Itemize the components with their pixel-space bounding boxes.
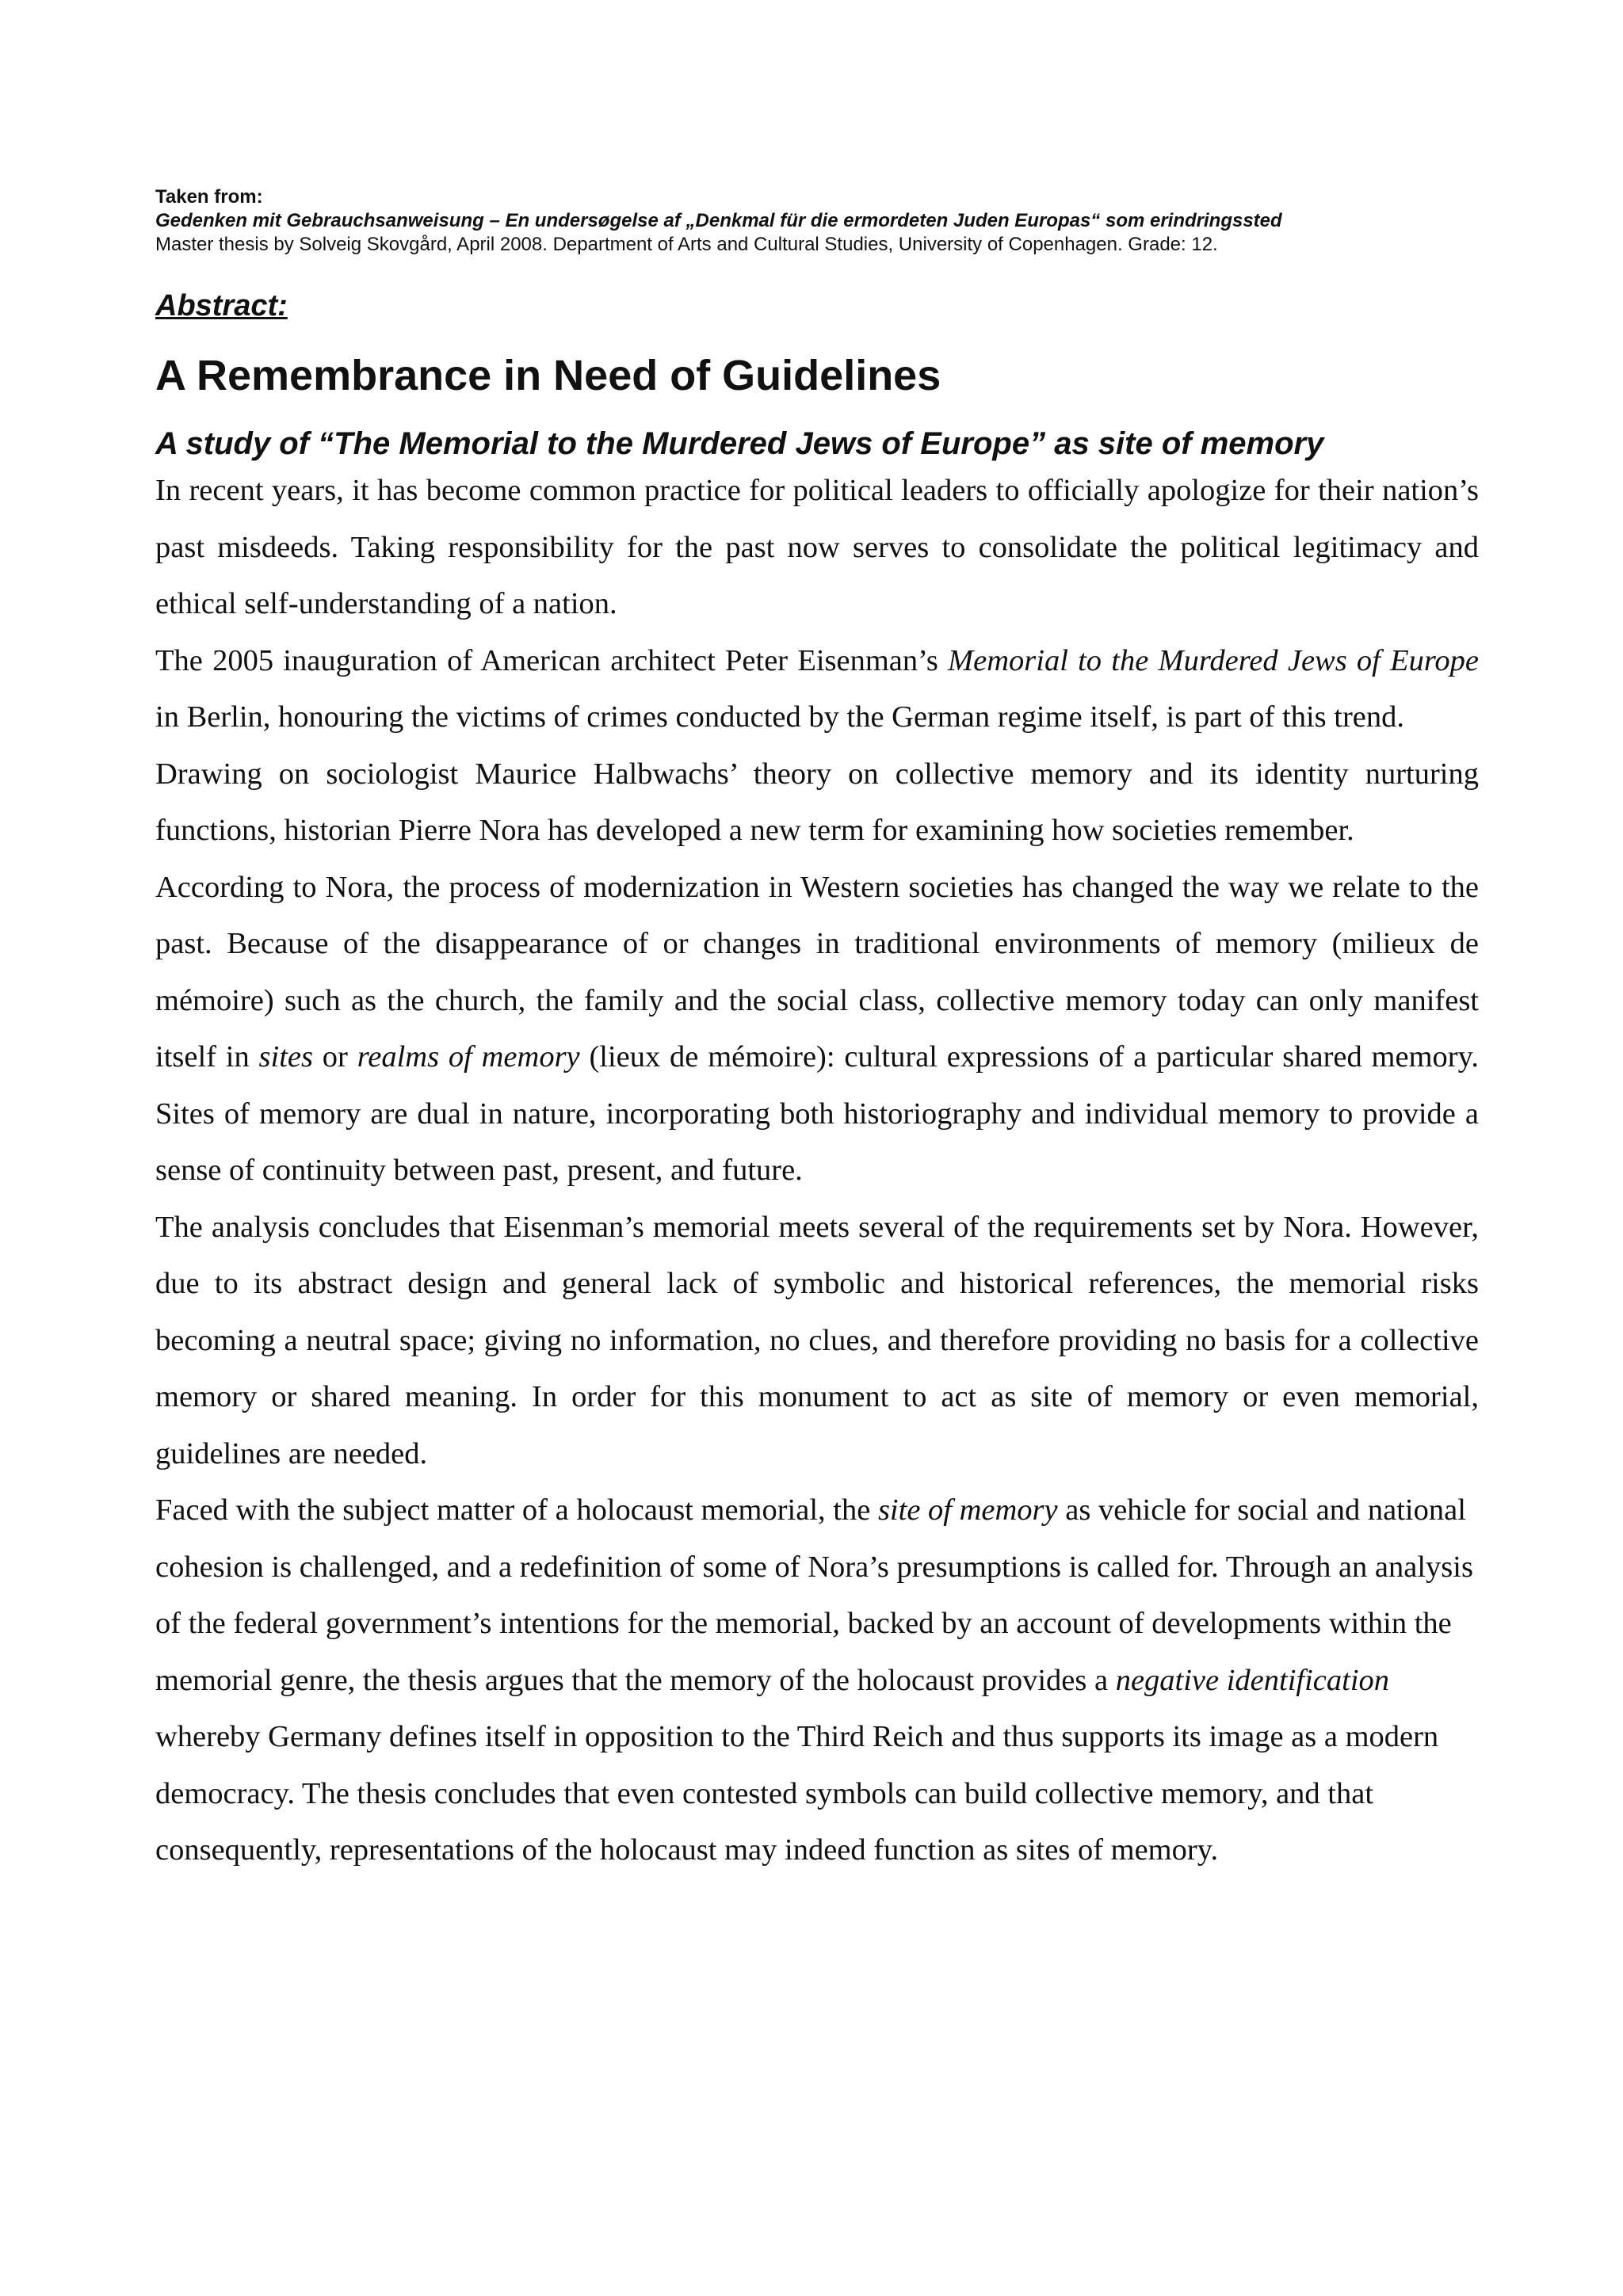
text-run: The 2005 inauguration of American architect Peter Eisenman’s: [155, 643, 949, 677]
italic-phrase: realms of memory: [357, 1040, 580, 1074]
body-paragraph: [155, 860, 1479, 1199]
source-info: Master thesis by Solveig Skovgård, April 2008. Department of Arts and Cultural Studies, University of Copenhagen. Grade: 12.: [155, 234, 1218, 255]
body-paragraph: [155, 633, 1479, 746]
body-paragraph: [155, 463, 1479, 633]
document-title: A Remembrance in Need of Guidelines: [155, 352, 941, 399]
body-paragraph: [155, 1482, 1479, 1879]
text-run: (lieux de mémoire): cultural expressions of a particular shared memory. Sites of memory are dual in nature, incorporating both historiography and individual memory to provide a sense of continuity between past, present, and future.: [155, 1040, 1479, 1187]
text-run: Drawing on sociologist Maurice Halbwachs’ theory on collective memory and its identity nurturing functions, historian Pierre Nora has developed a new term for examining how societies remember.: [155, 757, 1479, 847]
text-run: in Berlin, honouring the victims of crimes conducted by the German regime itself, is part of this trend.: [155, 700, 1404, 734]
source-title: Gedenken mit Gebrauchsanweisung – En undersøgelse af „Denkmal für die ermordeten Juden Europas“ som erindringssted: [155, 210, 1282, 231]
text-run: According to Nora, the process of modernization in Western societies has changed the way we relate to the past. Because of the disappearance of or changes in traditional environments of memory (milieux de mémoire) such as the church, the family and the social class, collective memory today can only manifest itself in: [155, 870, 1479, 1074]
abstract-body: [155, 463, 1479, 1879]
italic-phrase: negative identification: [1115, 1663, 1390, 1697]
body-paragraph: [155, 746, 1479, 860]
document-subtitle: A study of “The Memorial to the Murdered Jews of Europe” as site of memory: [155, 426, 1324, 461]
text-run: or: [313, 1040, 357, 1074]
text-run: In recent years, it has become common practice for political leaders to officially apologize for their nation’s past misdeeds. Taking responsibility for the past now serves to consolidate the political legitimacy and ethical self-understanding of a nation.: [155, 474, 1479, 620]
document-page: [155, 185, 1479, 1879]
abstract-heading: Abstract:: [155, 289, 288, 322]
text-run: The analysis concludes that Eisenman’s memorial meets several of the requirements set by Nora. However, due to its abstract design and general lack of symbolic and historical references, the memorial risks becoming a neutral space; giving no information, no clues, and therefore providing no basis for a collective memory or shared meaning. In order for this monument to act as site of memory or even memorial, guidelines are needed.: [155, 1210, 1479, 1470]
source-label: Taken from:: [155, 186, 263, 208]
text-run: as vehicle for social and national cohesion is challenged, and a redefinition of some of Nora’s presumptions is called for. Through an analysis of the federal government’s intentions for the memorial, backed by an account of developments within the memorial genre, the thesis argues that the memory of the holocaust provides a: [155, 1493, 1473, 1697]
text-run: whereby Germany defines itself in opposition to the Third Reich and thus supports its image as a modern democracy. The thesis concludes that even contested symbols can build collective memory, and that consequently, representations of the holocaust may indeed function as sites of memory.: [155, 1720, 1439, 1867]
body-paragraph: [155, 1199, 1479, 1483]
italic-phrase: site of memory: [877, 1493, 1058, 1527]
italic-phrase: Memorial to the Murdered Jews of Europe: [948, 643, 1479, 677]
text-run: Faced with the subject matter of a holocaust memorial, the: [155, 1493, 878, 1527]
italic-phrase: sites: [258, 1040, 313, 1074]
